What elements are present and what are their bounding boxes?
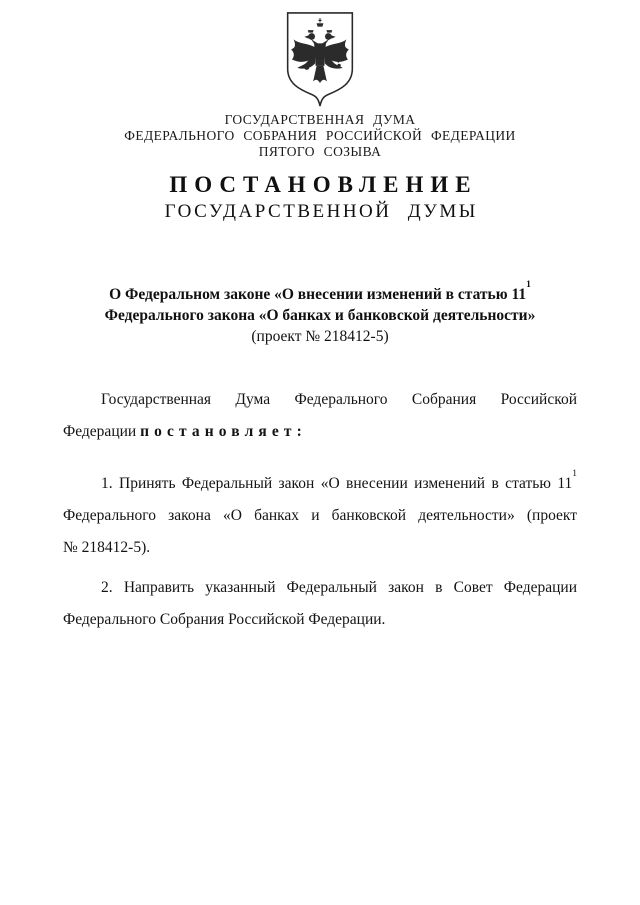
item-1-line-1-text: 1. Принять Федеральный закон «О внесении изменений в статью 11	[101, 475, 573, 492]
preamble-line-1: Государственная Дума Федерального Собрания Российской	[101, 391, 577, 408]
doc-type-line-resolution: ПОСТАНОВЛЕНИЕ	[169, 172, 478, 197]
document-type-heading	[0, 172, 640, 223]
paragraph-item-1	[63, 468, 577, 564]
coat-of-arms-emblem	[282, 10, 358, 108]
header-line-assembly: ФЕДЕРАЛЬНОГО СОБРАНИЯ РОССИЙСКОЙ ФЕДЕРАЦИИ	[124, 128, 516, 143]
header-line-duma: ГОСУДАРСТВЕННАЯ ДУМА	[224, 112, 416, 127]
title-line-1	[40, 279, 600, 305]
double-headed-eagle-icon	[282, 10, 358, 108]
resolution-title	[40, 279, 600, 347]
item-2-line-1: 2. Направить указанный Федеральный закон в Совет Федерации	[101, 579, 577, 596]
title-line-2: Федерального закона «О банках и банковской деятельности»	[104, 307, 536, 324]
title-line-1-superscript: 1	[526, 279, 531, 290]
title-line-1-text: О Федеральном законе «О внесении изменений в статью 11	[109, 286, 527, 303]
preamble-line-2-normal: Федерации	[63, 423, 141, 440]
item-1-superscript: 1	[572, 468, 577, 479]
item-1-line-3: № 218412-5).	[63, 539, 151, 556]
item-2-line-2: Федерального Собрания Российской Федерации.	[63, 611, 386, 628]
header-line-convocation: ПЯТОГО СОЗЫВА	[258, 144, 382, 159]
preamble-resolves-word: постановляет:	[140, 423, 307, 440]
doc-type-line-of-duma: ГОСУДАРСТВЕННОЙ ДУМЫ	[164, 201, 478, 222]
item-1-line-1	[63, 468, 577, 500]
title-project-number: (проект № 218412-5)	[251, 328, 389, 345]
institution-header	[0, 112, 640, 160]
resolution-body	[63, 384, 577, 636]
paragraph-preamble	[63, 384, 577, 448]
preamble-line-2	[63, 416, 577, 448]
paragraph-item-2	[63, 572, 577, 636]
item-1-line-2: Федерального закона «О банках и банковской деятельности» (проект	[63, 507, 577, 524]
